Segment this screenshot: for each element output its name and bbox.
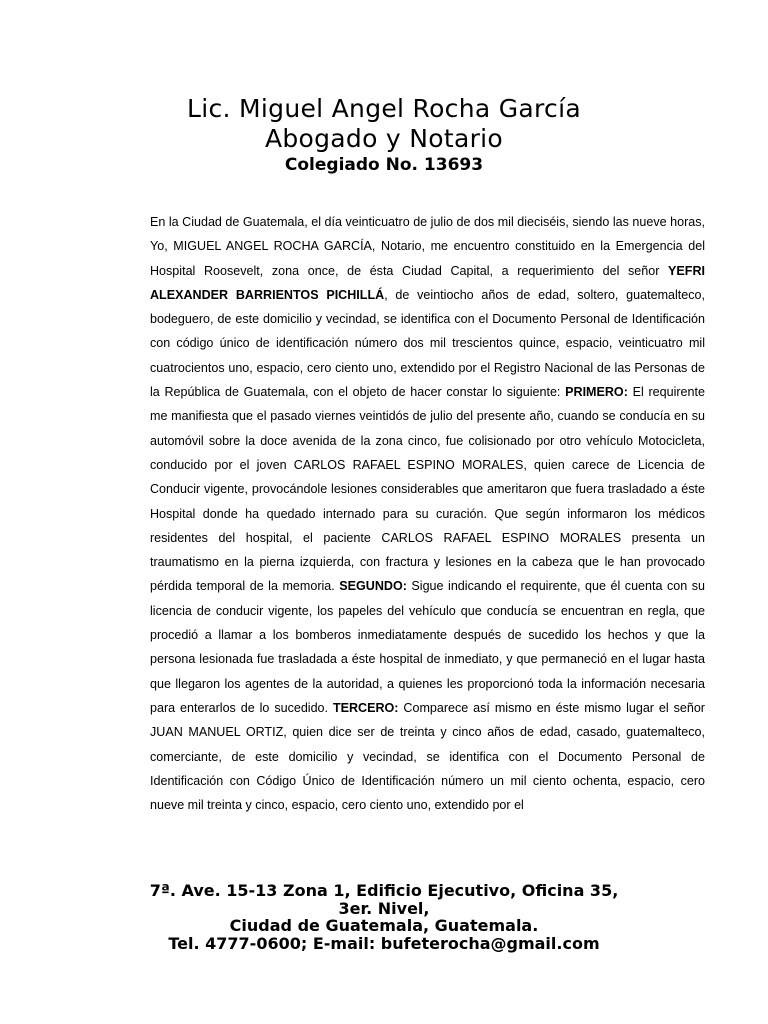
document-body [150, 210, 705, 817]
requirente-name: YEFRI ALEXANDER BARRIENTOS PICHILLÁ [150, 263, 705, 302]
footer-city: Ciudad de Guatemala, Guatemala. [229, 916, 539, 935]
registration-number: Colegiado No. 13693 [284, 155, 484, 175]
clause-tercero-text: Comparece así mismo en éste mismo lugar el señor JUAN MANUEL ORTIZ, quien dice ser de treinta y cinco años de edad, casado, guatemalteco, comerciante, de este domicilio y vecindad, se identifica con el Documento Personal de Identificación con Código Único de Identificación número un mil ciento ochenta, espacio, cero nueve mil treinta y cinco, espacio, cero ciento uno, extendido por el [150, 700, 705, 813]
letterhead [0, 94, 768, 176]
footer-address-line2: 3er. Nivel, [338, 898, 430, 918]
footer-contact [0, 882, 768, 952]
body-text-identification: , de veintiocho años de edad, soltero, guatemalteco, bodeguero, de este domicilio y vecindad, se identifica con el Documento Personal de Identificación con código único de identificación número dos mil trescientos quince, espacio, veinticuatro mil cuatrocientos uno, espacio, cero ciento uno, extendido por el Registro Nacional de las Personas de la República de Guatemala, con el objeto de hacer constar lo siguiente: [150, 287, 705, 400]
lawyer-name: Lic. Miguel Angel Rocha García [187, 94, 581, 123]
clause-segundo-label: SEGUNDO: [339, 579, 407, 594]
footer-contact-info: Tel. 4777-0600; E-mail: bufeterocha@gmail.com [168, 933, 600, 953]
lawyer-title: Abogado y Notario [264, 124, 504, 153]
clause-primero-label: PRIMERO: [565, 385, 628, 400]
clause-primero-text: El requirente me manifiesta que el pasado viernes veintidós de julio del presente año, cuando se conducía en su automóvil sobre la doce avenida de la zona cinco, fue colisionado por otro vehículo Motocicleta, conducido por el joven CARLOS RAFAEL ESPINO MORALES, quien carece de Licencia de Conducir vigente, provocándole lesiones considerables que ameritaron que fuera trasladado a éste Hospital donde ha quedado internado para su curación. Que según informaron los médicos residentes del hospital, el paciente CARLOS RAFAEL ESPINO MORALES presenta un traumatismo en la pierna izquierda, con fractura y lesiones en la cabeza que le han provocado pérdida temporal de la memoria. [150, 385, 705, 594]
clause-tercero-label: TERCERO: [332, 700, 399, 715]
body-text-intro: En la Ciudad de Guatemala, el día veinticuatro de julio de dos mil dieciséis, siendo las nueve horas, Yo, MIGUEL ANGEL ROCHA GARCÍA, Notario, me encuentro constituido en la Emergencia del Hospital Roosevelt, zona once, de ésta Ciudad Capital, a requerimiento del señor [150, 215, 705, 278]
footer-address-line1: 7ª. Ave. 15-13 Zona 1, Edificio Ejecutivo, Oficina 35, [149, 881, 619, 900]
clause-segundo-text: Sigue indicando el requirente, que él cuenta con su licencia de conducir vigente, los papeles del vehículo que conducía se encuentran en regla, que procedió a llamar a los bomberos inmediatamente después de sucedido los hechos y que la persona lesionada fue trasladada a éste hospital de inmediato, y que permaneció en el lugar hasta que llegaron los agentes de la autoridad, a quienes les proporcionó toda la información necesaria para enterarlos de lo sucedido. [150, 579, 705, 715]
